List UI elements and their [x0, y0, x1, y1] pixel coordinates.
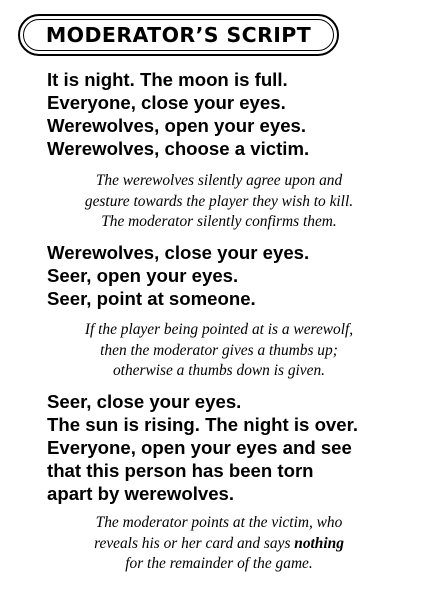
note-line: for the remainder of the game.: [125, 555, 313, 572]
note-victim-reveal: [20, 513, 418, 575]
note-line-text: reveals his or her card and says: [94, 534, 295, 552]
note-line: If the player being pointed at is a werewolf,: [84, 321, 354, 338]
spoken-line: Seer, close your eyes.: [47, 391, 242, 412]
spoken-line: apart by werewolves.: [47, 483, 235, 504]
note-line: then the moderator gives a thumbs up;: [100, 341, 338, 359]
note-werewolves-choose: [20, 171, 418, 233]
note-line: The werewolves silently agree upon and: [95, 172, 343, 189]
spoken-line: Werewolves, open your eyes.: [47, 115, 307, 136]
page-title: MODERATOR’S SCRIPT: [45, 23, 312, 47]
note-emphasis: nothing: [294, 534, 344, 552]
title-banner: [18, 14, 339, 56]
spoken-line: Seer, point at someone.: [47, 288, 256, 309]
spoken-block-day-begins: [47, 390, 358, 505]
spoken-line: It is night. The moon is full.: [47, 69, 288, 90]
spoken-line: that this person has been torn: [47, 460, 314, 481]
spoken-line: Everyone, close your eyes.: [47, 92, 286, 113]
note-line: The moderator silently confirms them.: [101, 213, 337, 230]
spoken-line: Werewolves, close your eyes.: [47, 242, 310, 263]
spoken-block-seer: [47, 241, 309, 310]
note-line: gesture towards the player they wish to kill.: [84, 192, 354, 210]
note-line: otherwise a thumbs down is given.: [112, 362, 326, 379]
note-seer-check: [20, 320, 418, 382]
note-line: [20, 534, 418, 555]
spoken-block-night-begins: [47, 68, 309, 160]
spoken-line: Werewolves, choose a victim.: [47, 138, 310, 159]
spoken-line: The sun is rising. The night is over.: [47, 414, 358, 435]
title-banner-inner-border: [23, 19, 334, 51]
spoken-line: Seer, open your eyes.: [47, 265, 239, 286]
spoken-line: Everyone, open your eyes and see: [47, 437, 352, 458]
note-line: The moderator points at the victim, who: [95, 514, 343, 531]
